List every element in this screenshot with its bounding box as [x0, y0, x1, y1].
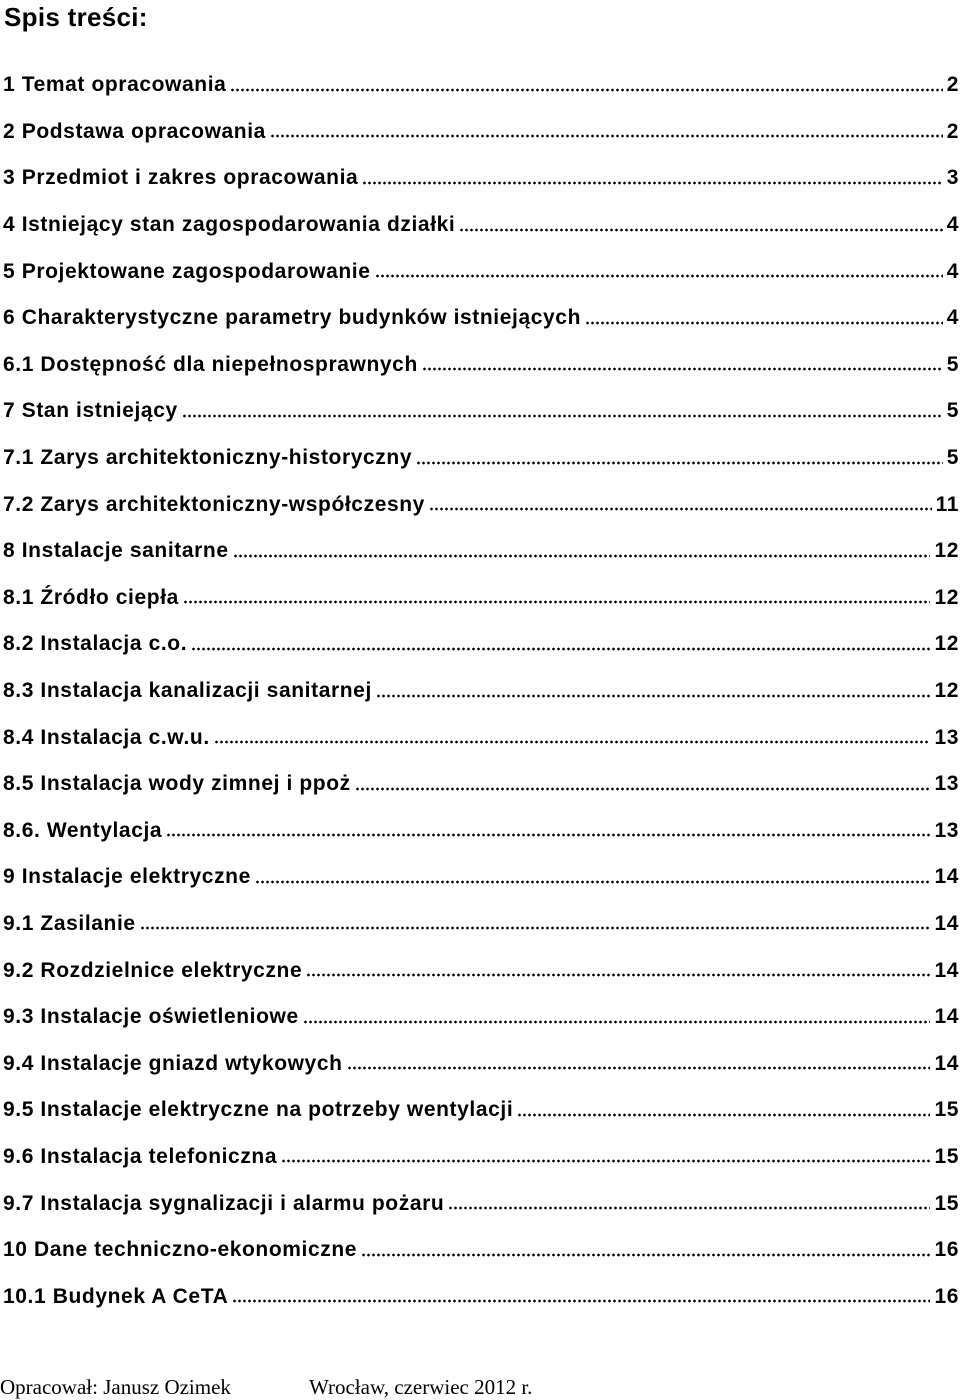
dot-leader — [281, 1156, 930, 1166]
toc-entry-label: 6 Charakterystyczne parametry budynków istniejących — [3, 306, 581, 330]
dot-leader — [361, 1250, 930, 1260]
toc-entry-label: 8.5 Instalacja wody zimnej i ppoż — [3, 772, 351, 796]
toc-entry-label: 5 Projektowane zagospodarowanie — [3, 259, 371, 283]
toc-title: Spis treści: — [4, 2, 148, 32]
toc-entry-label: 4 Istniejący stan zagospodarowania działki — [3, 213, 456, 237]
toc-entry-page-number: 14 — [934, 865, 959, 889]
toc-entry-page-number: 4 — [946, 213, 959, 237]
dot-leader — [233, 551, 931, 561]
toc-entry-label: 8.3 Instalacja kanalizacji sanitarnej — [3, 679, 372, 703]
dot-leader — [376, 691, 931, 701]
toc-entry[interactable] — [3, 295, 959, 342]
toc-entry-page-number: 4 — [946, 306, 959, 330]
toc-entry-label: 8 Instalacje sanitarne — [3, 539, 229, 563]
toc-entry-page-number: 2 — [946, 119, 959, 143]
dot-leader — [140, 923, 931, 933]
toc-entry-label: 9.4 Instalacje gniazd wtykowych — [3, 1051, 343, 1075]
dot-leader — [459, 225, 942, 235]
toc-entry[interactable] — [3, 761, 959, 808]
toc-entry[interactable] — [3, 714, 959, 761]
toc-entry-page-number: 12 — [934, 632, 959, 656]
toc-entry[interactable] — [3, 248, 959, 295]
dot-leader — [585, 318, 943, 328]
dot-leader — [166, 830, 930, 840]
toc-entry-page-number: 4 — [946, 259, 959, 283]
toc-entry-page-number: 12 — [934, 539, 959, 563]
toc-entry[interactable] — [3, 155, 959, 202]
dot-leader — [306, 970, 930, 980]
toc-entry[interactable] — [3, 1040, 959, 1087]
toc-entry-page-number: 12 — [934, 585, 959, 609]
toc-entry-label: 1 Temat opracowania — [3, 73, 227, 97]
toc-entry[interactable] — [3, 62, 959, 109]
toc-entry[interactable] — [3, 621, 959, 668]
toc-entry[interactable] — [3, 947, 959, 994]
table-of-contents — [3, 62, 959, 1320]
toc-entry-label: 8.4 Instalacja c.w.u. — [3, 725, 210, 749]
dot-leader — [517, 1110, 930, 1120]
toc-entry-page-number: 14 — [934, 911, 959, 935]
toc-entry-label: 9.3 Instalacje oświetleniowe — [3, 1005, 299, 1029]
toc-entry-page-number: 5 — [946, 446, 959, 470]
dot-leader — [255, 877, 931, 887]
dot-leader — [182, 411, 943, 421]
toc-entry[interactable] — [3, 435, 959, 482]
toc-entry-page-number: 13 — [934, 772, 959, 796]
toc-entry-page-number: 12 — [934, 679, 959, 703]
toc-entry[interactable] — [3, 575, 959, 622]
dot-leader — [375, 271, 943, 281]
toc-entry-label: 9.6 Instalacja telefoniczna — [3, 1144, 278, 1168]
dot-leader — [191, 644, 930, 654]
toc-entry-page-number: 14 — [934, 1005, 959, 1029]
toc-entry[interactable] — [3, 1180, 959, 1227]
toc-entry[interactable] — [3, 481, 959, 528]
toc-entry-page-number: 13 — [934, 818, 959, 842]
toc-entry-page-number: 16 — [934, 1238, 959, 1262]
toc-entry[interactable] — [3, 901, 959, 948]
toc-entry-label: 8.6. Wentylacja — [3, 818, 163, 842]
toc-entry[interactable] — [3, 388, 959, 435]
toc-entry-label: 8.1 Źródło ciepła — [3, 585, 179, 609]
toc-entry-page-number: 11 — [935, 492, 959, 516]
toc-entry-label: 7 Stan istniejący — [3, 399, 178, 423]
dot-leader — [270, 131, 943, 141]
dot-leader — [429, 504, 932, 514]
toc-entry-page-number: 16 — [934, 1284, 959, 1308]
toc-entry[interactable] — [3, 808, 959, 855]
dot-leader — [355, 784, 931, 794]
dot-leader — [347, 1063, 931, 1073]
toc-entry-page-number: 14 — [934, 1051, 959, 1075]
dot-leader — [230, 85, 942, 95]
toc-entry-page-number: 15 — [934, 1144, 959, 1168]
toc-entry[interactable] — [3, 202, 959, 249]
toc-entry[interactable] — [3, 1273, 959, 1320]
toc-entry-page-number: 14 — [934, 958, 959, 982]
toc-entry[interactable] — [3, 1227, 959, 1274]
toc-entry-label: 6.1 Dostępność dla niepełnosprawnych — [3, 352, 418, 376]
dot-leader — [214, 737, 931, 747]
toc-entry-page-number: 5 — [946, 399, 959, 423]
toc-entry-label: 9.1 Zasilanie — [3, 911, 136, 935]
dot-leader — [448, 1203, 930, 1213]
toc-entry-label: 2 Podstawa opracowania — [3, 119, 266, 143]
dot-leader — [232, 1296, 930, 1306]
toc-entry-label: 9.7 Instalacja sygnalizacji i alarmu pożaru — [3, 1191, 445, 1215]
toc-entry[interactable] — [3, 994, 959, 1041]
toc-entry-label: 3 Przedmiot i zakres opracowania — [3, 166, 359, 190]
dot-leader — [183, 597, 931, 607]
toc-entry-label: 7.2 Zarys architektoniczny-współczesny — [3, 492, 425, 516]
dot-leader — [422, 364, 943, 374]
toc-entry-page-number: 2 — [946, 73, 959, 97]
toc-entry-label: 9 Instalacje elektryczne — [3, 865, 251, 889]
toc-entry[interactable] — [3, 668, 959, 715]
dot-leader — [416, 458, 943, 468]
toc-entry-label: 10 Dane techniczno-ekonomiczne — [3, 1238, 358, 1262]
toc-entry-page-number: 13 — [934, 725, 959, 749]
toc-entry-label: 10.1 Budynek A CeTA — [3, 1284, 229, 1308]
toc-entry[interactable] — [3, 1087, 959, 1134]
toc-entry-label: 7.1 Zarys architektoniczny-historyczny — [3, 446, 413, 470]
footer-author: Opracował: Janusz Ozimek — [0, 1375, 231, 1399]
toc-entry-label: 9.5 Instalacje elektryczne na potrzeby wentylacji — [3, 1098, 514, 1122]
footer-place-date: Wrocław, czerwiec 2012 r. — [309, 1375, 533, 1399]
toc-entry[interactable] — [3, 1134, 959, 1181]
toc-entry[interactable] — [3, 528, 959, 575]
toc-entry-page-number: 15 — [934, 1191, 959, 1215]
dot-leader — [303, 1017, 931, 1027]
toc-entry-label: 8.2 Instalacja c.o. — [3, 632, 188, 656]
toc-entry-page-number: 3 — [946, 166, 959, 190]
toc-entry[interactable] — [3, 854, 959, 901]
toc-entry[interactable] — [3, 342, 959, 389]
toc-entry-page-number: 5 — [946, 352, 959, 376]
toc-entry-page-number: 15 — [934, 1098, 959, 1122]
toc-entry[interactable] — [3, 109, 959, 156]
dot-leader — [362, 178, 942, 188]
toc-entry-label: 9.2 Rozdzielnice elektryczne — [3, 958, 303, 982]
